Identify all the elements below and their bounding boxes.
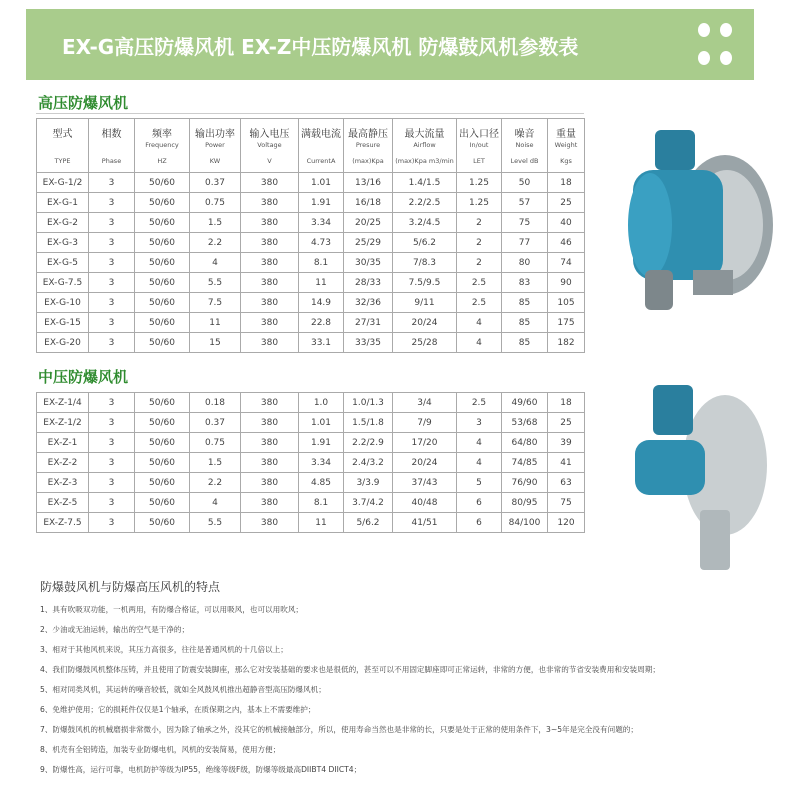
header-cn: 型式	[52, 129, 73, 140]
table-cell: 18	[548, 173, 585, 193]
table-cell: 76/90	[502, 473, 548, 493]
feature-item: 1、具有吹吸双功能，一机两用，有防爆合格证，可以用吸风，也可以用吹风；	[40, 605, 304, 614]
table-cell: EX-Z-3	[37, 473, 89, 493]
table-cell: 20/25	[344, 213, 393, 233]
table-cell: 11	[299, 273, 344, 293]
table-row	[37, 513, 585, 533]
table-cell: 3	[89, 313, 135, 333]
column-header	[548, 119, 585, 173]
table-cell: 1.25	[457, 173, 502, 193]
table-cell: 3.34	[299, 453, 344, 473]
table-cell: 3	[89, 293, 135, 313]
table-cell: 22.8	[299, 313, 344, 333]
table-cell: 3	[89, 253, 135, 273]
table-cell: 85	[502, 333, 548, 353]
column-header	[37, 119, 89, 173]
table-cell: 3	[89, 333, 135, 353]
table-cell: 27/31	[344, 313, 393, 333]
table-cell: 14.9	[299, 293, 344, 313]
table-cell: 3	[89, 473, 135, 493]
table-cell: 41	[548, 453, 585, 473]
table-cell: 0.37	[190, 173, 241, 193]
table-cell: 3	[89, 273, 135, 293]
table-cell: 3/4	[393, 393, 457, 413]
table-cell: 25/28	[393, 333, 457, 353]
header-unit: KW	[209, 157, 221, 165]
table-row	[37, 273, 585, 293]
table-cell: 4	[190, 493, 241, 513]
table-cell: 380	[241, 333, 299, 353]
table-cell: 8.1	[299, 253, 344, 273]
dots-icon	[698, 23, 732, 67]
table-cell: 7/9	[393, 413, 457, 433]
table-cell: 1.5	[190, 453, 241, 473]
header-cn: 出入口径	[459, 129, 499, 140]
table-cell: 64/80	[502, 433, 548, 453]
high-pressure-table	[36, 118, 585, 353]
column-header	[190, 119, 241, 173]
table-cell: 16/18	[344, 193, 393, 213]
table-cell: 41/51	[393, 513, 457, 533]
table-cell: 83	[502, 273, 548, 293]
table-cell: 0.37	[190, 413, 241, 433]
table-cell: EX-G-15	[37, 313, 89, 333]
table-cell: 33/35	[344, 333, 393, 353]
table-cell: 4.85	[299, 473, 344, 493]
table-cell: 6	[457, 493, 502, 513]
table-row	[37, 293, 585, 313]
table-cell: 40/48	[393, 493, 457, 513]
table-cell: 13/16	[344, 173, 393, 193]
table-cell: 50/60	[135, 273, 190, 293]
table-cell: 380	[241, 293, 299, 313]
table-cell: 3	[89, 433, 135, 453]
table-cell: 182	[548, 333, 585, 353]
table-cell: 46	[548, 233, 585, 253]
table-cell: EX-G-3	[37, 233, 89, 253]
header-en: Weight	[554, 141, 578, 149]
table-cell: 3	[89, 213, 135, 233]
features-title: 防爆鼓风机与防爆高压风机的特点	[40, 580, 221, 594]
table-cell: 3	[89, 413, 135, 433]
table-cell: EX-G-1	[37, 193, 89, 213]
table-cell: 63	[548, 473, 585, 493]
header-cn: 输出功率	[195, 129, 235, 140]
header-unit: Phase	[101, 157, 122, 165]
table-cell: 380	[241, 253, 299, 273]
table-cell: 50/60	[135, 413, 190, 433]
table-cell: 380	[241, 313, 299, 333]
table-cell: 120	[548, 513, 585, 533]
table-row	[37, 493, 585, 513]
table-cell: 5/6.2	[344, 513, 393, 533]
table-cell: 53/68	[502, 413, 548, 433]
features-section	[40, 578, 760, 784]
table-cell: 380	[241, 433, 299, 453]
table-cell: 380	[241, 393, 299, 413]
table-cell: 3	[89, 493, 135, 513]
table-cell: 84/100	[502, 513, 548, 533]
table-cell: 7/8.3	[393, 253, 457, 273]
section-title-high-pressure: 高压防爆风机	[38, 94, 129, 112]
table-cell: 32/36	[344, 293, 393, 313]
header-unit: (max)Kpa	[352, 157, 384, 165]
header-en	[37, 141, 88, 149]
table-cell: 1.91	[299, 433, 344, 453]
table-cell: 50/60	[135, 493, 190, 513]
header-en: Voltage	[257, 141, 282, 149]
header-en: In/out	[469, 141, 489, 149]
table-cell: 2	[457, 253, 502, 273]
table-cell: 0.18	[190, 393, 241, 413]
table-cell: 20/24	[393, 313, 457, 333]
table-cell: 5	[457, 473, 502, 493]
header-unit: (max)Kpa m3/min	[395, 157, 454, 165]
feature-item: 2、少油或无油运转，输出的空气是干净的；	[40, 625, 190, 634]
column-header	[344, 119, 393, 173]
table-cell: 49/60	[502, 393, 548, 413]
header-unit: Level dB	[510, 157, 539, 165]
feature-item: 4、我们防爆鼓风机整体压铸，并且使用了防震安装脚座，那么它对安装基础的要求也是很低的，甚至可以不用固定脚座即可正常运转，非常的方便，也非常的节省安装费用和安装周期；	[40, 665, 660, 674]
table-cell: 50/60	[135, 433, 190, 453]
high-pressure-blower-image	[615, 120, 780, 315]
header-en: Airflow	[413, 141, 436, 149]
table-cell: 3	[89, 393, 135, 413]
table-cell: 40	[548, 213, 585, 233]
table-cell: 15	[190, 333, 241, 353]
table-cell: 11	[190, 313, 241, 333]
table-cell: 1.91	[299, 193, 344, 213]
table-row	[37, 253, 585, 273]
table-row	[37, 453, 585, 473]
table-cell: 5.5	[190, 273, 241, 293]
table-cell: 85	[502, 293, 548, 313]
table-cell: 1.4/1.5	[393, 173, 457, 193]
table-cell: 25	[548, 413, 585, 433]
table-row	[37, 393, 585, 413]
table-cell: 7.5/9.5	[393, 273, 457, 293]
table-cell: 6	[457, 513, 502, 533]
table-cell: 2.4/3.2	[344, 453, 393, 473]
table-cell: 2	[457, 213, 502, 233]
table-cell: 50	[502, 173, 548, 193]
table-cell: 2.5	[457, 273, 502, 293]
table-cell: 3.7/4.2	[344, 493, 393, 513]
column-header	[502, 119, 548, 173]
table-cell: 1.5/1.8	[344, 413, 393, 433]
page-title: EX-G高压防爆风机 EX-Z中压防爆风机 防爆鼓风机参数表	[62, 35, 579, 59]
column-header	[241, 119, 299, 173]
table-cell: 74	[548, 253, 585, 273]
feature-item: 8、机壳有全铝铸造，加装专业防爆电机，风机的安装简易，使用方便；	[40, 745, 281, 754]
table-cell: 50/60	[135, 233, 190, 253]
header-en: Frequency	[145, 141, 179, 149]
table-cell: 77	[502, 233, 548, 253]
header-en: Power	[205, 141, 225, 149]
table-cell: 380	[241, 493, 299, 513]
table-cell: 3	[89, 193, 135, 213]
table-cell: EX-Z-1/4	[37, 393, 89, 413]
column-header	[457, 119, 502, 173]
table-cell: 4	[457, 433, 502, 453]
header-unit: HZ	[157, 157, 167, 165]
header-en	[89, 141, 134, 149]
table-cell: EX-G-10	[37, 293, 89, 313]
table-cell: EX-G-7.5	[37, 273, 89, 293]
table-cell: 50/60	[135, 513, 190, 533]
table-cell: 380	[241, 413, 299, 433]
feature-item: 5、相对同类风机，其运转的噪音较低，就如全风鼓风机推出超静音型高压防爆风机；	[40, 685, 326, 694]
table-row	[37, 313, 585, 333]
column-header	[393, 119, 457, 173]
table-cell: 50/60	[135, 393, 190, 413]
table-cell: 37/43	[393, 473, 457, 493]
column-header	[89, 119, 135, 173]
table-cell: EX-G-2	[37, 213, 89, 233]
section-title-medium-pressure: 中压防爆风机	[38, 368, 129, 386]
table-cell: 39	[548, 433, 585, 453]
table-cell: EX-G-5	[37, 253, 89, 273]
table-cell: 0.75	[190, 193, 241, 213]
table-cell: 0.75	[190, 433, 241, 453]
table-cell: 50/60	[135, 193, 190, 213]
header-unit: V	[267, 157, 272, 165]
table-cell: 20/24	[393, 453, 457, 473]
table-row	[37, 233, 585, 253]
table-cell: 2.2	[190, 473, 241, 493]
table-cell: EX-Z-1/2	[37, 413, 89, 433]
table-cell: 380	[241, 213, 299, 233]
table-cell: 50/60	[135, 253, 190, 273]
table-cell: 380	[241, 233, 299, 253]
table-cell: 4	[457, 453, 502, 473]
table-cell: 380	[241, 173, 299, 193]
column-header	[299, 119, 344, 173]
table-cell: 80/95	[502, 493, 548, 513]
table-cell: 3/3.9	[344, 473, 393, 493]
header-unit: CurrentA	[306, 157, 336, 165]
table-cell: 105	[548, 293, 585, 313]
table-cell: 2.5	[457, 293, 502, 313]
table-cell: 1.5	[190, 213, 241, 233]
table-cell: 85	[502, 313, 548, 333]
title-banner	[26, 9, 754, 80]
header-cn: 最高静压	[348, 129, 388, 140]
table-cell: 75	[502, 213, 548, 233]
header-cn: 输入电压	[249, 129, 290, 140]
table-cell: 3.2/4.5	[393, 213, 457, 233]
table-cell: 74/85	[502, 453, 548, 473]
column-header	[135, 119, 190, 173]
header-en: Noise	[515, 141, 534, 149]
table-cell: EX-Z-7.5	[37, 513, 89, 533]
header-cn: 重量	[556, 129, 576, 140]
table-cell: 50/60	[135, 213, 190, 233]
feature-item: 9、防爆性高，运行可靠，电机防护等级为IP55，绝缘等级F级，防爆等级最高DIIBT4 DIICT4；	[40, 765, 362, 774]
table-cell: 3	[457, 413, 502, 433]
table-cell: EX-G-20	[37, 333, 89, 353]
table-cell: 11	[299, 513, 344, 533]
table-cell: 3	[89, 453, 135, 473]
table-cell: 75	[548, 493, 585, 513]
table-row	[37, 193, 585, 213]
table-row	[37, 473, 585, 493]
table-cell: 90	[548, 273, 585, 293]
table-cell: 33.1	[299, 333, 344, 353]
table-cell: 2.2/2.5	[393, 193, 457, 213]
header-unit: LET	[473, 157, 485, 165]
table-cell: 380	[241, 453, 299, 473]
header-en: Presure	[355, 141, 381, 149]
table-cell: 7.5	[190, 293, 241, 313]
header-cn: 最大流量	[404, 129, 445, 140]
table-cell: 3	[89, 513, 135, 533]
feature-item: 6、免维护使用；它的损耗件仅仅是1个轴承，在质保期之内，基本上不需要维护；	[40, 705, 316, 714]
table-cell: 80	[502, 253, 548, 273]
table-row	[37, 433, 585, 453]
table-header-row	[37, 119, 585, 173]
table-cell: 3.34	[299, 213, 344, 233]
header-cn: 频率	[152, 129, 172, 140]
table-cell: 50/60	[135, 293, 190, 313]
table-cell: 30/35	[344, 253, 393, 273]
table-cell: 8.1	[299, 493, 344, 513]
table-cell: 380	[241, 273, 299, 293]
table-cell: 1.0	[299, 393, 344, 413]
table-cell: 1.01	[299, 413, 344, 433]
table-cell: 3	[89, 173, 135, 193]
table-cell: EX-G-1/2	[37, 173, 89, 193]
table-cell: 25/29	[344, 233, 393, 253]
table-cell: 380	[241, 513, 299, 533]
table-row	[37, 413, 585, 433]
table-cell: 50/60	[135, 473, 190, 493]
table-cell: 50/60	[135, 313, 190, 333]
header-cn: 相数	[101, 129, 122, 140]
table-cell: 4	[457, 313, 502, 333]
table-cell: 5/6.2	[393, 233, 457, 253]
table-cell: 9/11	[393, 293, 457, 313]
table-row	[37, 333, 585, 353]
table-cell: EX-Z-1	[37, 433, 89, 453]
table-cell: 50/60	[135, 173, 190, 193]
table-cell: 2.2/2.9	[344, 433, 393, 453]
table-cell: 2	[457, 233, 502, 253]
table-cell: 50/60	[135, 453, 190, 473]
table-cell: 4	[457, 333, 502, 353]
table-cell: 57	[502, 193, 548, 213]
table-row	[37, 173, 585, 193]
feature-item: 7、防爆鼓风机的机械磨损非常微小，因为除了轴承之外，没其它的机械接触部分，所以，使用寿命当然也是非常的长，只要是处于正常的使用条件下，3~5年是完全没有问题的；	[40, 725, 638, 734]
header-unit: Kgs	[560, 157, 572, 165]
table-cell: 175	[548, 313, 585, 333]
table-cell: 3	[89, 233, 135, 253]
table-cell: 28/33	[344, 273, 393, 293]
header-en	[299, 141, 343, 149]
header-unit: TYPE	[54, 157, 71, 165]
table-cell: 18	[548, 393, 585, 413]
table-cell: 25	[548, 193, 585, 213]
table-cell: EX-Z-2	[37, 453, 89, 473]
table-cell: 4.73	[299, 233, 344, 253]
table-cell: 1.01	[299, 173, 344, 193]
table-cell: 50/60	[135, 333, 190, 353]
medium-pressure-blower-image	[625, 380, 770, 575]
table-cell: 2.2	[190, 233, 241, 253]
medium-pressure-table	[36, 392, 585, 533]
table-cell: 17/20	[393, 433, 457, 453]
table-row	[37, 213, 585, 233]
table-cell: 5.5	[190, 513, 241, 533]
table-cell: EX-Z-5	[37, 493, 89, 513]
table-cell: 2.5	[457, 393, 502, 413]
table-cell: 4	[190, 253, 241, 273]
table-cell: 1.0/1.3	[344, 393, 393, 413]
feature-item: 3、相对于其他风机来说，其压力高很多，往往是普通风机的十几倍以上；	[40, 645, 288, 654]
header-cn: 满载电流	[301, 129, 341, 140]
header-cn: 噪音	[514, 129, 535, 140]
table-cell: 380	[241, 193, 299, 213]
table-cell: 1.25	[457, 193, 502, 213]
table-cell: 380	[241, 473, 299, 493]
